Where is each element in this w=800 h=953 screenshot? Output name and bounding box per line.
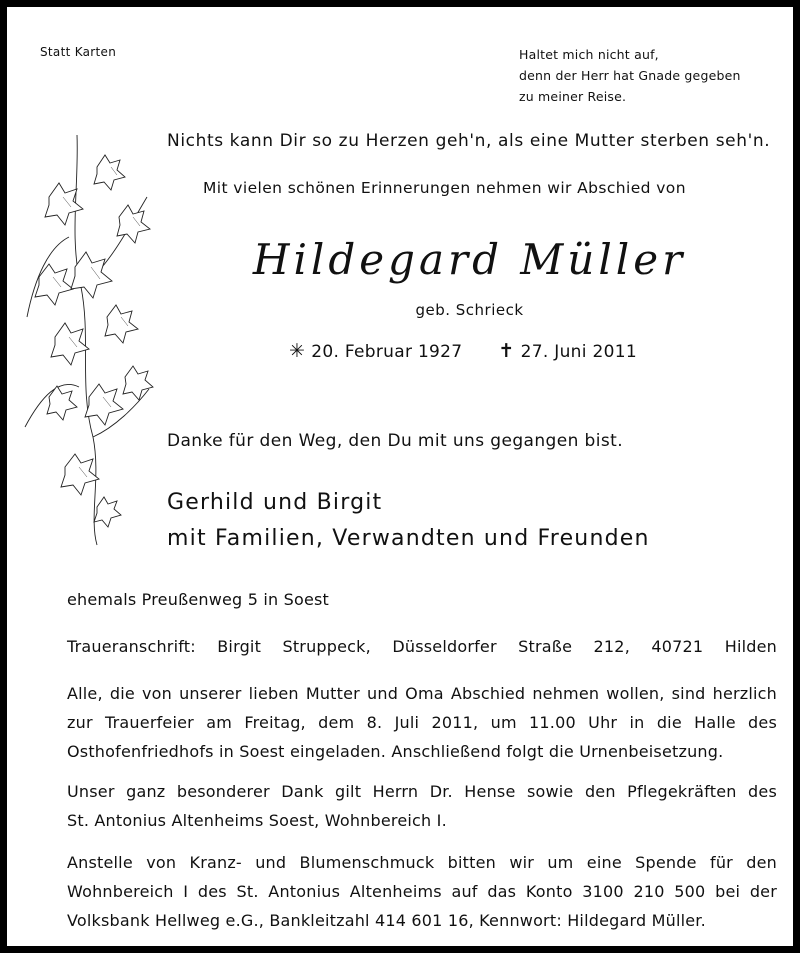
intro-line: Mit vielen schönen Erinnerungen nehmen wir Abschied von (203, 179, 686, 197)
donation-paragraph (67, 848, 777, 935)
death-date: 27. Juni 2011 (520, 342, 637, 362)
thanks-line: Danke für den Weg, den Du mit uns gegangen bist. (167, 431, 623, 451)
paragraph-line: Alle, die von unserer lieben Mutter und Oma Abschied nehmen wollen, sind herzlich (67, 684, 777, 703)
ceremony-paragraph (67, 679, 777, 766)
life-dates (289, 340, 637, 362)
paragraph-line: Volksbank Hellweg e.G., Bankleitzahl 414 601 16, Kennwort: Hildegard Müller. (67, 911, 706, 930)
deceased-name: Hildegard Müller (252, 235, 687, 284)
signatories (167, 485, 650, 557)
birth-star-icon: ✳ (289, 340, 306, 362)
motto-line: zu meiner Reise. (519, 89, 627, 104)
motto-line: denn der Herr hat Gnade gegeben (519, 68, 741, 83)
ivy-illustration (19, 127, 161, 547)
paragraph-line: zur Trauerfeier am Freitag, dem 8. Juli 2011, um 11.00 Uhr in die Halle des (67, 713, 777, 732)
motto-line: Haltet mich nicht auf, (519, 47, 659, 62)
signatory-line: mit Familien, Verwandten und Freunden (167, 526, 650, 551)
mourning-address: Traueranschrift: Birgit Struppeck, Düsseldorfer Straße 212, 40721 Hilden (67, 637, 777, 656)
paragraph-line: Unser ganz besonderer Dank gilt Herrn Dr. Hense sowie den Pflegekräften des (67, 782, 777, 801)
paragraph-line: Osthofenfriedhofs in Soest eingeladen. Anschließend folgt die Urnenbeisetzung. (67, 742, 724, 761)
gratitude-paragraph (67, 777, 777, 835)
paragraph-line: Wohnbereich I des St. Antonius Altenheims auf das Konto 3100 210 500 bei der (67, 882, 777, 901)
cross-icon: ✝ (498, 340, 515, 362)
motto-verse (519, 44, 741, 107)
statt-karten-label: Statt Karten (40, 45, 117, 59)
quote-line: Nichts kann Dir so zu Herzen geh'n, als eine Mutter sterben seh'n. (167, 131, 771, 151)
paragraph-line: St. Antonius Altenheims Soest, Wohnbereich I. (67, 811, 447, 830)
birth-name: geb. Schrieck (415, 301, 524, 319)
former-address: ehemals Preußenweg 5 in Soest (67, 590, 330, 609)
signatory-line: Gerhild und Birgit (167, 490, 383, 515)
paragraph-line: Anstelle von Kranz- und Blumenschmuck bitten wir um eine Spende für den (67, 853, 777, 872)
birth-date: 20. Februar 1927 (311, 342, 463, 362)
